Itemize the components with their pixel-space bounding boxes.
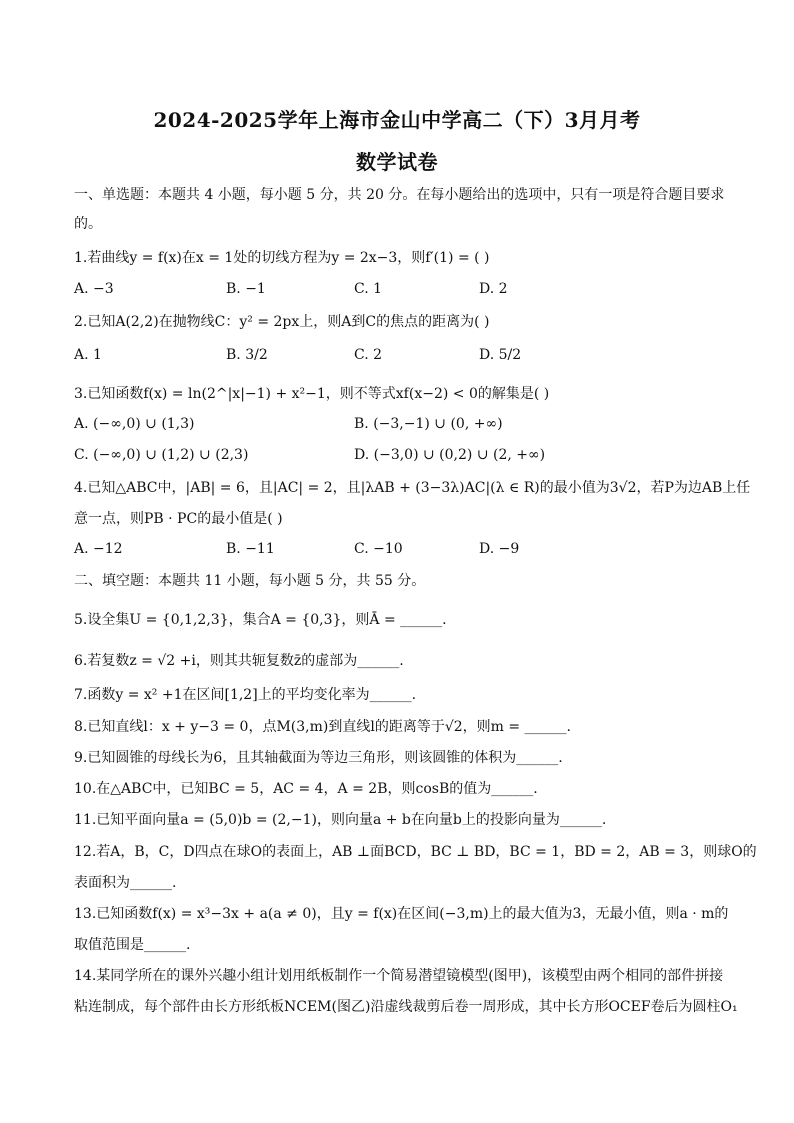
choice-c: C. (−∞,0) ∪ (1,2) ∪ (2,3) — [74, 447, 249, 463]
question-10: 10.在△ABC中，已知BC = 5，AC = 4，A = 2B，则cosB的值为______. — [74, 781, 538, 797]
question-8: 8.已知直线l：x + y−3 = 0，点M(3,m)到直线l的距离等于√2，则m = ______. — [74, 719, 571, 735]
question-1-choices — [74, 281, 724, 299]
question-2: 2.已知A(2,2)在抛物线C：y² = 2px上，则A到C的焦点的距离为( ) — [74, 314, 490, 330]
choice-c: C. 2 — [354, 347, 383, 363]
question-3: 3.已知函数f(x) = ln(2^|x|−1) + x²−1，则不等式xf(x−2) < 0的解集是( ) — [74, 386, 550, 402]
question-12-cont: 表面积为______. — [74, 875, 177, 891]
choice-d: D. −9 — [479, 541, 520, 557]
choice-c: C. 1 — [354, 281, 383, 297]
choice-d: D. 2 — [479, 281, 508, 297]
question-4-choices — [74, 541, 724, 559]
choice-c: C. −10 — [354, 541, 403, 557]
choice-b: B. −11 — [226, 541, 275, 557]
question-4-cont: 意一点，则PB · PC的最小值是( ) — [74, 511, 283, 527]
choice-a: A. 1 — [74, 347, 102, 363]
question-13: 13.已知函数f(x) = x³−3x + a(a ≠ 0)，且y = f(x)在区间(−3,m)上的最大值为3，无最小值，则a · m的 — [74, 906, 729, 922]
section-1-heading-cont: 的。 — [74, 216, 102, 232]
question-7: 7.函数y = x² +1在区间[1,2]上的平均变化率为______. — [74, 687, 417, 703]
question-2-choices — [74, 347, 724, 365]
page-subtitle: 数学试卷 — [356, 150, 438, 174]
question-9: 9.已知圆锥的母线长为6，且其轴截面为等边三角形，则该圆锥的体积为______. — [74, 750, 563, 766]
question-12: 12.若A，B，C，D四点在球O的表面上，AB ⊥面BCD，BC ⊥ BD，BC = 1，BD = 2，AB = 3，则球O的 — [74, 844, 757, 860]
question-11: 11.已知平面向量a = (5,0)b = (2,−1)，则向量a + b在向量b上的投影向量为______. — [74, 812, 607, 828]
section-1-heading: 一、单选题：本题共 4 小题，每小题 5 分，共 20 分。在每小题给出的选项中，只有一项是符合题目要求 — [74, 187, 725, 203]
page-title: 2024-2025学年上海市金山中学高二（下）3月月考 — [153, 108, 641, 132]
choice-d: D. 5/2 — [479, 347, 522, 363]
section-2-heading: 二、填空题：本题共 11 小题，每小题 5 分，共 55 分。 — [74, 573, 426, 589]
choice-a: A. −3 — [74, 281, 114, 297]
choice-b: B. (−3,−1) ∪ (0, +∞) — [354, 416, 503, 432]
question-4: 4.已知△ABC中，|AB| = 6，且|AC| = 2，且|λAB + (3−3λ)AC|(λ ∈ R)的最小值为3√2，若P为边AB上任 — [74, 480, 751, 496]
question-13-cont: 取值范围是______. — [74, 937, 191, 953]
question-3-choices-row1 — [74, 416, 724, 434]
question-1: 1.若曲线y = f(x)在x = 1处的切线方程为y = 2x−3，则f′(1) = ( ) — [74, 250, 490, 266]
choice-d: D. (−3,0) ∪ (0,2) ∪ (2, +∞) — [354, 447, 546, 463]
question-14: 14.某同学所在的课外兴趣小组计划用纸板制作一个简易潜望镜模型(图甲)，该模型由两个相同的部件拼接 — [74, 968, 724, 984]
question-3-choices-row2 — [74, 447, 724, 465]
choice-a: A. −12 — [74, 541, 123, 557]
question-5: 5.设全集U = {0,1,2,3}，集合A = {0,3}，则Ā = ______. — [74, 612, 447, 628]
choice-b: B. −1 — [226, 281, 266, 297]
question-6: 6.若复数z = √2 +i，则其共轭复数z̄的虚部为______. — [74, 653, 404, 669]
question-14-cont: 粘连制成，每个部件由长方形纸板NCEM(图乙)沿虚线裁剪后卷一周形成，其中长方形OCEF卷后为圆柱O₁ — [74, 999, 738, 1015]
choice-a: A. (−∞,0) ∪ (1,3) — [74, 416, 195, 432]
choice-b: B. 3/2 — [226, 347, 268, 363]
